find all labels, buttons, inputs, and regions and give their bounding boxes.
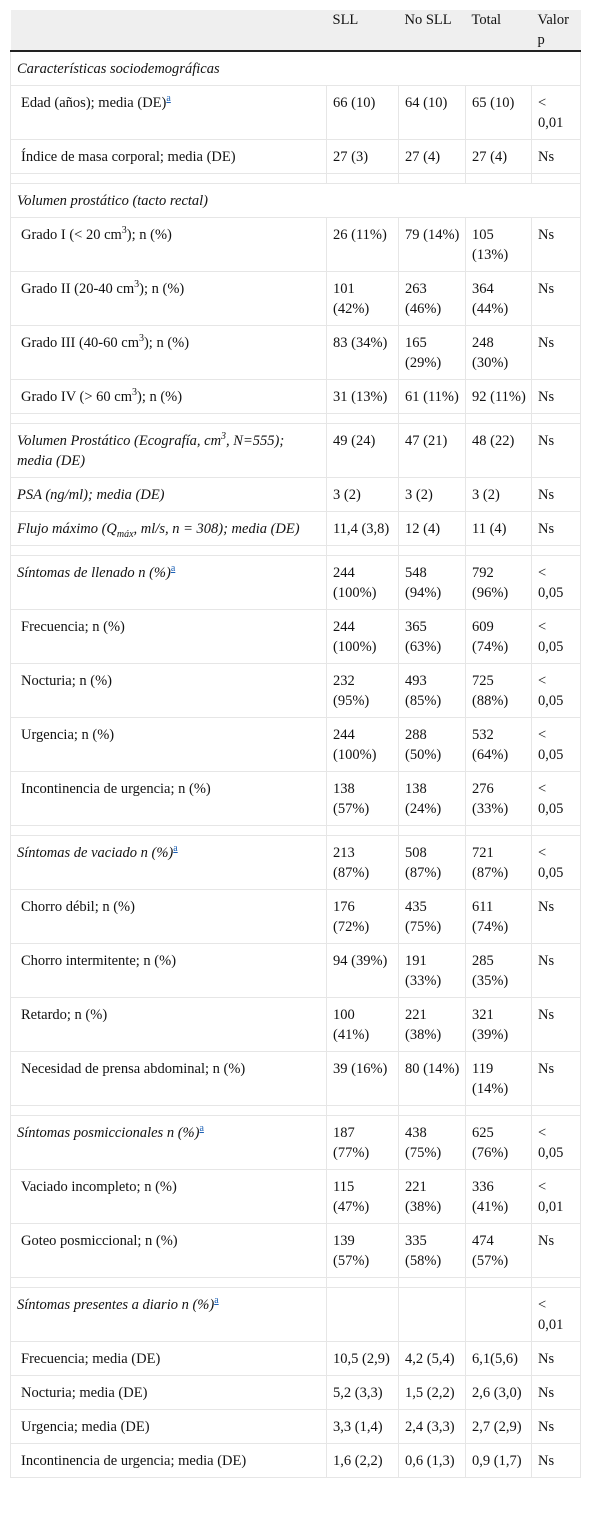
- cell-total: 105 (13%): [466, 218, 532, 272]
- row-label: [11, 610, 327, 664]
- spacer-cell: [11, 1278, 327, 1288]
- cell-sll: 26 (11%): [327, 218, 399, 272]
- footnote-link[interactable]: a: [214, 1295, 219, 1307]
- row-label: [11, 326, 327, 380]
- cell-total: 248 (30%): [466, 326, 532, 380]
- cell-sll: 176 (72%): [327, 890, 399, 944]
- cell-valor-p: Ns: [532, 1342, 581, 1376]
- cell-sll: 49 (24): [327, 424, 399, 478]
- table-row: [11, 424, 581, 478]
- table-row: [11, 1116, 581, 1170]
- row-label: [11, 1410, 327, 1444]
- spacer-cell: [11, 546, 327, 556]
- table-row: [11, 1444, 581, 1478]
- cell-sll: 100 (41%): [327, 998, 399, 1052]
- spacer-cell: [11, 414, 327, 424]
- spacer-cell: [11, 1106, 327, 1116]
- table-row: [11, 380, 581, 414]
- cell-total: 27 (4): [466, 140, 532, 174]
- cell-valor-p: < 0,01: [532, 1288, 581, 1342]
- row-label: [11, 890, 327, 944]
- cell-valor-p: Ns: [532, 1052, 581, 1106]
- row-label-text: Frecuencia; n (%): [21, 619, 125, 635]
- table-row: [11, 890, 581, 944]
- footnote-link[interactable]: a: [199, 1123, 204, 1135]
- superscript: 3: [221, 431, 227, 443]
- header-cell-no-sll: No SLL: [399, 10, 466, 51]
- spacer-cell: [399, 826, 466, 836]
- cell-no-sll: 3 (2): [399, 478, 466, 512]
- cell-sll: 39 (16%): [327, 1052, 399, 1106]
- row-label-text: Nocturia; media (DE): [21, 1385, 148, 1401]
- spacer-cell: [327, 1278, 399, 1288]
- cell-valor-p: Ns: [532, 1444, 581, 1478]
- row-label-text: Urgencia; n (%): [21, 727, 115, 743]
- cell-total: 532 (64%): [466, 718, 532, 772]
- cell-sll: 5,2 (3,3): [327, 1376, 399, 1410]
- cell-valor-p: Ns: [532, 424, 581, 478]
- cell-no-sll: 165 (29%): [399, 326, 466, 380]
- row-label: [11, 218, 327, 272]
- cell-valor-p: < 0,05: [532, 718, 581, 772]
- cell-total: 611 (74%): [466, 890, 532, 944]
- cell-valor-p: < 0,05: [532, 556, 581, 610]
- superscript: 3: [121, 225, 127, 237]
- cell-total: 2,7 (2,9): [466, 1410, 532, 1444]
- spacer-row: [11, 1106, 581, 1116]
- spacer-cell: [399, 1278, 466, 1288]
- row-label-text: Urgencia; media (DE): [21, 1419, 150, 1435]
- header-cell-label: [11, 10, 327, 51]
- footnote-link[interactable]: a: [166, 93, 171, 105]
- table-row: [11, 140, 581, 174]
- table-row: [11, 1288, 581, 1342]
- row-label-suffix: , ml/s, n = 308); media (DE): [133, 521, 300, 537]
- spacer-cell: [399, 1106, 466, 1116]
- table-row: [11, 1410, 581, 1444]
- cell-no-sll: 138 (24%): [399, 772, 466, 826]
- table-row: [11, 1376, 581, 1410]
- row-label-text: Retardo; n (%): [21, 1007, 108, 1023]
- section-row: [11, 184, 581, 218]
- table-row: [11, 1052, 581, 1106]
- row-label: [11, 772, 327, 826]
- table-row: [11, 944, 581, 998]
- cell-total: 11 (4): [466, 512, 532, 546]
- cell-sll: 187 (77%): [327, 1116, 399, 1170]
- table-row: [11, 772, 581, 826]
- row-label-text: Chorro débil; n (%): [21, 899, 135, 915]
- cell-no-sll: 2,4 (3,3): [399, 1410, 466, 1444]
- cell-total: 364 (44%): [466, 272, 532, 326]
- cell-no-sll: 64 (10): [399, 86, 466, 140]
- spacer-row: [11, 546, 581, 556]
- row-label: [11, 836, 327, 890]
- cell-sll: 3,3 (1,4): [327, 1410, 399, 1444]
- cell-total: 285 (35%): [466, 944, 532, 998]
- table-row: [11, 272, 581, 326]
- cell-no-sll: 493 (85%): [399, 664, 466, 718]
- spacer-cell: [466, 546, 532, 556]
- row-label-text: Edad (años); media (DE): [21, 95, 167, 111]
- cell-valor-p: < 0,05: [532, 772, 581, 826]
- cell-total: 336 (41%): [466, 1170, 532, 1224]
- cell-valor-p: Ns: [532, 140, 581, 174]
- spacer-cell: [399, 174, 466, 184]
- cell-sll: 244 (100%): [327, 556, 399, 610]
- cell-valor-p: Ns: [532, 944, 581, 998]
- cell-valor-p: < 0,05: [532, 836, 581, 890]
- row-label-suffix: , N=555); media (DE): [17, 433, 285, 469]
- spacer-row: [11, 826, 581, 836]
- cell-no-sll: 1,5 (2,2): [399, 1376, 466, 1410]
- superscript: 3: [132, 387, 137, 399]
- spacer-cell: [532, 546, 581, 556]
- row-label: [11, 1170, 327, 1224]
- spacer-cell: [327, 174, 399, 184]
- spacer-cell: [466, 1106, 532, 1116]
- cell-no-sll: 288 (50%): [399, 718, 466, 772]
- cell-no-sll: 47 (21): [399, 424, 466, 478]
- row-label: [11, 86, 327, 140]
- cell-valor-p: Ns: [532, 1376, 581, 1410]
- row-label-text: Volumen Prostático (Ecografía, cm: [17, 433, 222, 449]
- cell-valor-p: Ns: [532, 272, 581, 326]
- cell-no-sll: 4,2 (5,4): [399, 1342, 466, 1376]
- cell-no-sll: [399, 1288, 466, 1342]
- cell-valor-p: < 0,05: [532, 664, 581, 718]
- cell-total: 721 (87%): [466, 836, 532, 890]
- row-label: [11, 718, 327, 772]
- row-label-text: Síntomas de vaciado n (%): [17, 845, 174, 861]
- row-label-text: Frecuencia; media (DE): [21, 1351, 161, 1367]
- table-row: [11, 86, 581, 140]
- cell-total: 625 (76%): [466, 1116, 532, 1170]
- row-label-text: Incontinencia de urgencia; n (%): [21, 781, 211, 797]
- spacer-row: [11, 414, 581, 424]
- cell-sll: 232 (95%): [327, 664, 399, 718]
- cell-sll: 10,5 (2,9): [327, 1342, 399, 1376]
- row-label: [11, 380, 327, 414]
- cell-valor-p: Ns: [532, 326, 581, 380]
- row-label: [11, 1376, 327, 1410]
- header-cell-sll: SLL: [327, 10, 399, 51]
- cell-total: 609 (74%): [466, 610, 532, 664]
- row-label: [11, 512, 327, 546]
- cell-no-sll: 508 (87%): [399, 836, 466, 890]
- row-label-text: Síntomas posmiccionales n (%): [17, 1125, 200, 1141]
- cell-total: 65 (10): [466, 86, 532, 140]
- cell-valor-p: Ns: [532, 890, 581, 944]
- row-label-text: Índice de masa corporal; media (DE): [21, 149, 236, 165]
- row-label-text: Incontinencia de urgencia; media (DE): [21, 1453, 247, 1469]
- cell-total: 3 (2): [466, 478, 532, 512]
- row-label-suffix: ); n (%): [126, 227, 172, 243]
- cell-valor-p: < 0,01: [532, 86, 581, 140]
- table-row: [11, 610, 581, 664]
- spacer-cell: [466, 1278, 532, 1288]
- spacer-cell: [11, 826, 327, 836]
- row-label-suffix: ); n (%): [143, 335, 190, 351]
- table-row: [11, 718, 581, 772]
- cell-valor-p: Ns: [532, 512, 581, 546]
- cell-no-sll: 335 (58%): [399, 1224, 466, 1278]
- table-header: [11, 10, 581, 51]
- cell-total: 474 (57%): [466, 1224, 532, 1278]
- section-row: [11, 51, 581, 86]
- cell-no-sll: 27 (4): [399, 140, 466, 174]
- row-label: [11, 664, 327, 718]
- table-body: [11, 51, 581, 1478]
- cell-valor-p: Ns: [532, 380, 581, 414]
- spacer-cell: [466, 414, 532, 424]
- cell-sll: 138 (57%): [327, 772, 399, 826]
- cell-sll: 213 (87%): [327, 836, 399, 890]
- footnote-link[interactable]: a: [170, 563, 176, 575]
- row-label-text: Vaciado incompleto; n (%): [21, 1179, 177, 1195]
- row-label-text: Nocturia; n (%): [21, 673, 112, 689]
- header-row: [11, 10, 581, 51]
- header-cell-total: Total: [466, 10, 532, 51]
- row-label-text: Síntomas presentes a diario n (%): [17, 1297, 215, 1313]
- cell-sll: 101 (42%): [327, 272, 399, 326]
- cell-sll: 244 (100%): [327, 610, 399, 664]
- row-label: [11, 944, 327, 998]
- cell-total: 792 (96%): [466, 556, 532, 610]
- cell-sll: 27 (3): [327, 140, 399, 174]
- cell-no-sll: 221 (38%): [399, 1170, 466, 1224]
- cell-valor-p: Ns: [532, 478, 581, 512]
- cell-valor-p: Ns: [532, 998, 581, 1052]
- cell-total: 119 (14%): [466, 1052, 532, 1106]
- spacer-cell: [466, 174, 532, 184]
- table-row: [11, 1170, 581, 1224]
- table-row: [11, 664, 581, 718]
- cell-no-sll: 435 (75%): [399, 890, 466, 944]
- table-row: [11, 512, 581, 546]
- spacer-cell: [327, 546, 399, 556]
- row-label-text: PSA (ng/ml); media (DE): [17, 487, 165, 503]
- cell-total: 276 (33%): [466, 772, 532, 826]
- spacer-cell: [532, 414, 581, 424]
- table-row: [11, 556, 581, 610]
- header-cell-valor-p: Valor p: [532, 10, 581, 51]
- table-row: [11, 1342, 581, 1376]
- data-table: [10, 10, 581, 1478]
- row-label: [11, 556, 327, 610]
- spacer-cell: [532, 1106, 581, 1116]
- cell-total: 0,9 (1,7): [466, 1444, 532, 1478]
- spacer-cell: [399, 414, 466, 424]
- row-label: [11, 478, 327, 512]
- superscript: 3: [134, 279, 140, 291]
- table-row: [11, 836, 581, 890]
- section-title: Características sociodemográficas: [11, 51, 581, 86]
- spacer-cell: [466, 826, 532, 836]
- cell-no-sll: 221 (38%): [399, 998, 466, 1052]
- cell-sll: 66 (10): [327, 86, 399, 140]
- spacer-cell: [532, 826, 581, 836]
- cell-no-sll: 191 (33%): [399, 944, 466, 998]
- cell-total: 6,1(5,6): [466, 1342, 532, 1376]
- row-label: [11, 424, 327, 478]
- cell-no-sll: 61 (11%): [399, 380, 466, 414]
- cell-sll: 139 (57%): [327, 1224, 399, 1278]
- cell-no-sll: 263 (46%): [399, 272, 466, 326]
- spacer-cell: [11, 174, 327, 184]
- cell-no-sll: 365 (63%): [399, 610, 466, 664]
- row-label-text: Grado III (40-60 cm: [21, 335, 139, 351]
- cell-total: 92 (11%): [466, 380, 532, 414]
- row-label: [11, 998, 327, 1052]
- cell-sll: 83 (34%): [327, 326, 399, 380]
- row-label-text: Goteo posmiccional; n (%): [21, 1233, 178, 1249]
- row-label-text: Chorro intermitente; n (%): [21, 953, 177, 969]
- cell-valor-p: Ns: [532, 218, 581, 272]
- cell-no-sll: 548 (94%): [399, 556, 466, 610]
- row-label: [11, 140, 327, 174]
- cell-no-sll: 79 (14%): [399, 218, 466, 272]
- cell-no-sll: 80 (14%): [399, 1052, 466, 1106]
- row-label-text: Necesidad de prensa abdominal; n (%): [21, 1061, 246, 1077]
- cell-valor-p: Ns: [532, 1410, 581, 1444]
- cell-sll: 3 (2): [327, 478, 399, 512]
- spacer-cell: [327, 1106, 399, 1116]
- section-title: Volumen prostático (tacto rectal): [11, 184, 581, 218]
- row-label: [11, 272, 327, 326]
- row-label: [11, 1052, 327, 1106]
- cell-sll: 31 (13%): [327, 380, 399, 414]
- cell-valor-p: Ns: [532, 1224, 581, 1278]
- table-row: [11, 998, 581, 1052]
- spacer-cell: [532, 1278, 581, 1288]
- cell-sll: 115 (47%): [327, 1170, 399, 1224]
- table-row: [11, 218, 581, 272]
- cell-no-sll: 12 (4): [399, 512, 466, 546]
- cell-no-sll: 0,6 (1,3): [399, 1444, 466, 1478]
- cell-valor-p: < 0,01: [532, 1170, 581, 1224]
- spacer-row: [11, 1278, 581, 1288]
- row-label: [11, 1342, 327, 1376]
- cell-sll: 1,6 (2,2): [327, 1444, 399, 1478]
- spacer-cell: [532, 174, 581, 184]
- cell-total: [466, 1288, 532, 1342]
- spacer-cell: [399, 546, 466, 556]
- row-label-text: Síntomas de llenado n (%): [17, 565, 171, 581]
- row-label: [11, 1444, 327, 1478]
- cell-valor-p: < 0,05: [532, 1116, 581, 1170]
- spacer-cell: [327, 826, 399, 836]
- cell-total: 321 (39%): [466, 998, 532, 1052]
- row-label: [11, 1288, 327, 1342]
- row-label-text: Grado II (20-40 cm: [21, 281, 135, 297]
- cell-total: 725 (88%): [466, 664, 532, 718]
- cell-sll: 94 (39%): [327, 944, 399, 998]
- row-label-text: Flujo máximo (Q: [17, 521, 117, 537]
- row-label-text: Grado IV (> 60 cm: [21, 389, 132, 405]
- row-label: [11, 1116, 327, 1170]
- row-label-suffix: ); n (%): [139, 281, 185, 297]
- cell-sll: 11,4 (3,8): [327, 512, 399, 546]
- cell-sll: 244 (100%): [327, 718, 399, 772]
- spacer-row: [11, 174, 581, 184]
- footnote-link[interactable]: a: [173, 843, 178, 855]
- table-row: [11, 326, 581, 380]
- cell-no-sll: 438 (75%): [399, 1116, 466, 1170]
- row-label-text: Grado I (< 20 cm: [21, 227, 122, 243]
- table-row: [11, 478, 581, 512]
- row-label: [11, 1224, 327, 1278]
- superscript: 3: [138, 333, 144, 345]
- spacer-cell: [327, 414, 399, 424]
- cell-total: 48 (22): [466, 424, 532, 478]
- cell-valor-p: < 0,05: [532, 610, 581, 664]
- cell-sll: [327, 1288, 399, 1342]
- row-label-suffix: ); n (%): [137, 389, 183, 405]
- table-row: [11, 1224, 581, 1278]
- subscript: máx: [116, 528, 134, 540]
- cell-total: 2,6 (3,0): [466, 1376, 532, 1410]
